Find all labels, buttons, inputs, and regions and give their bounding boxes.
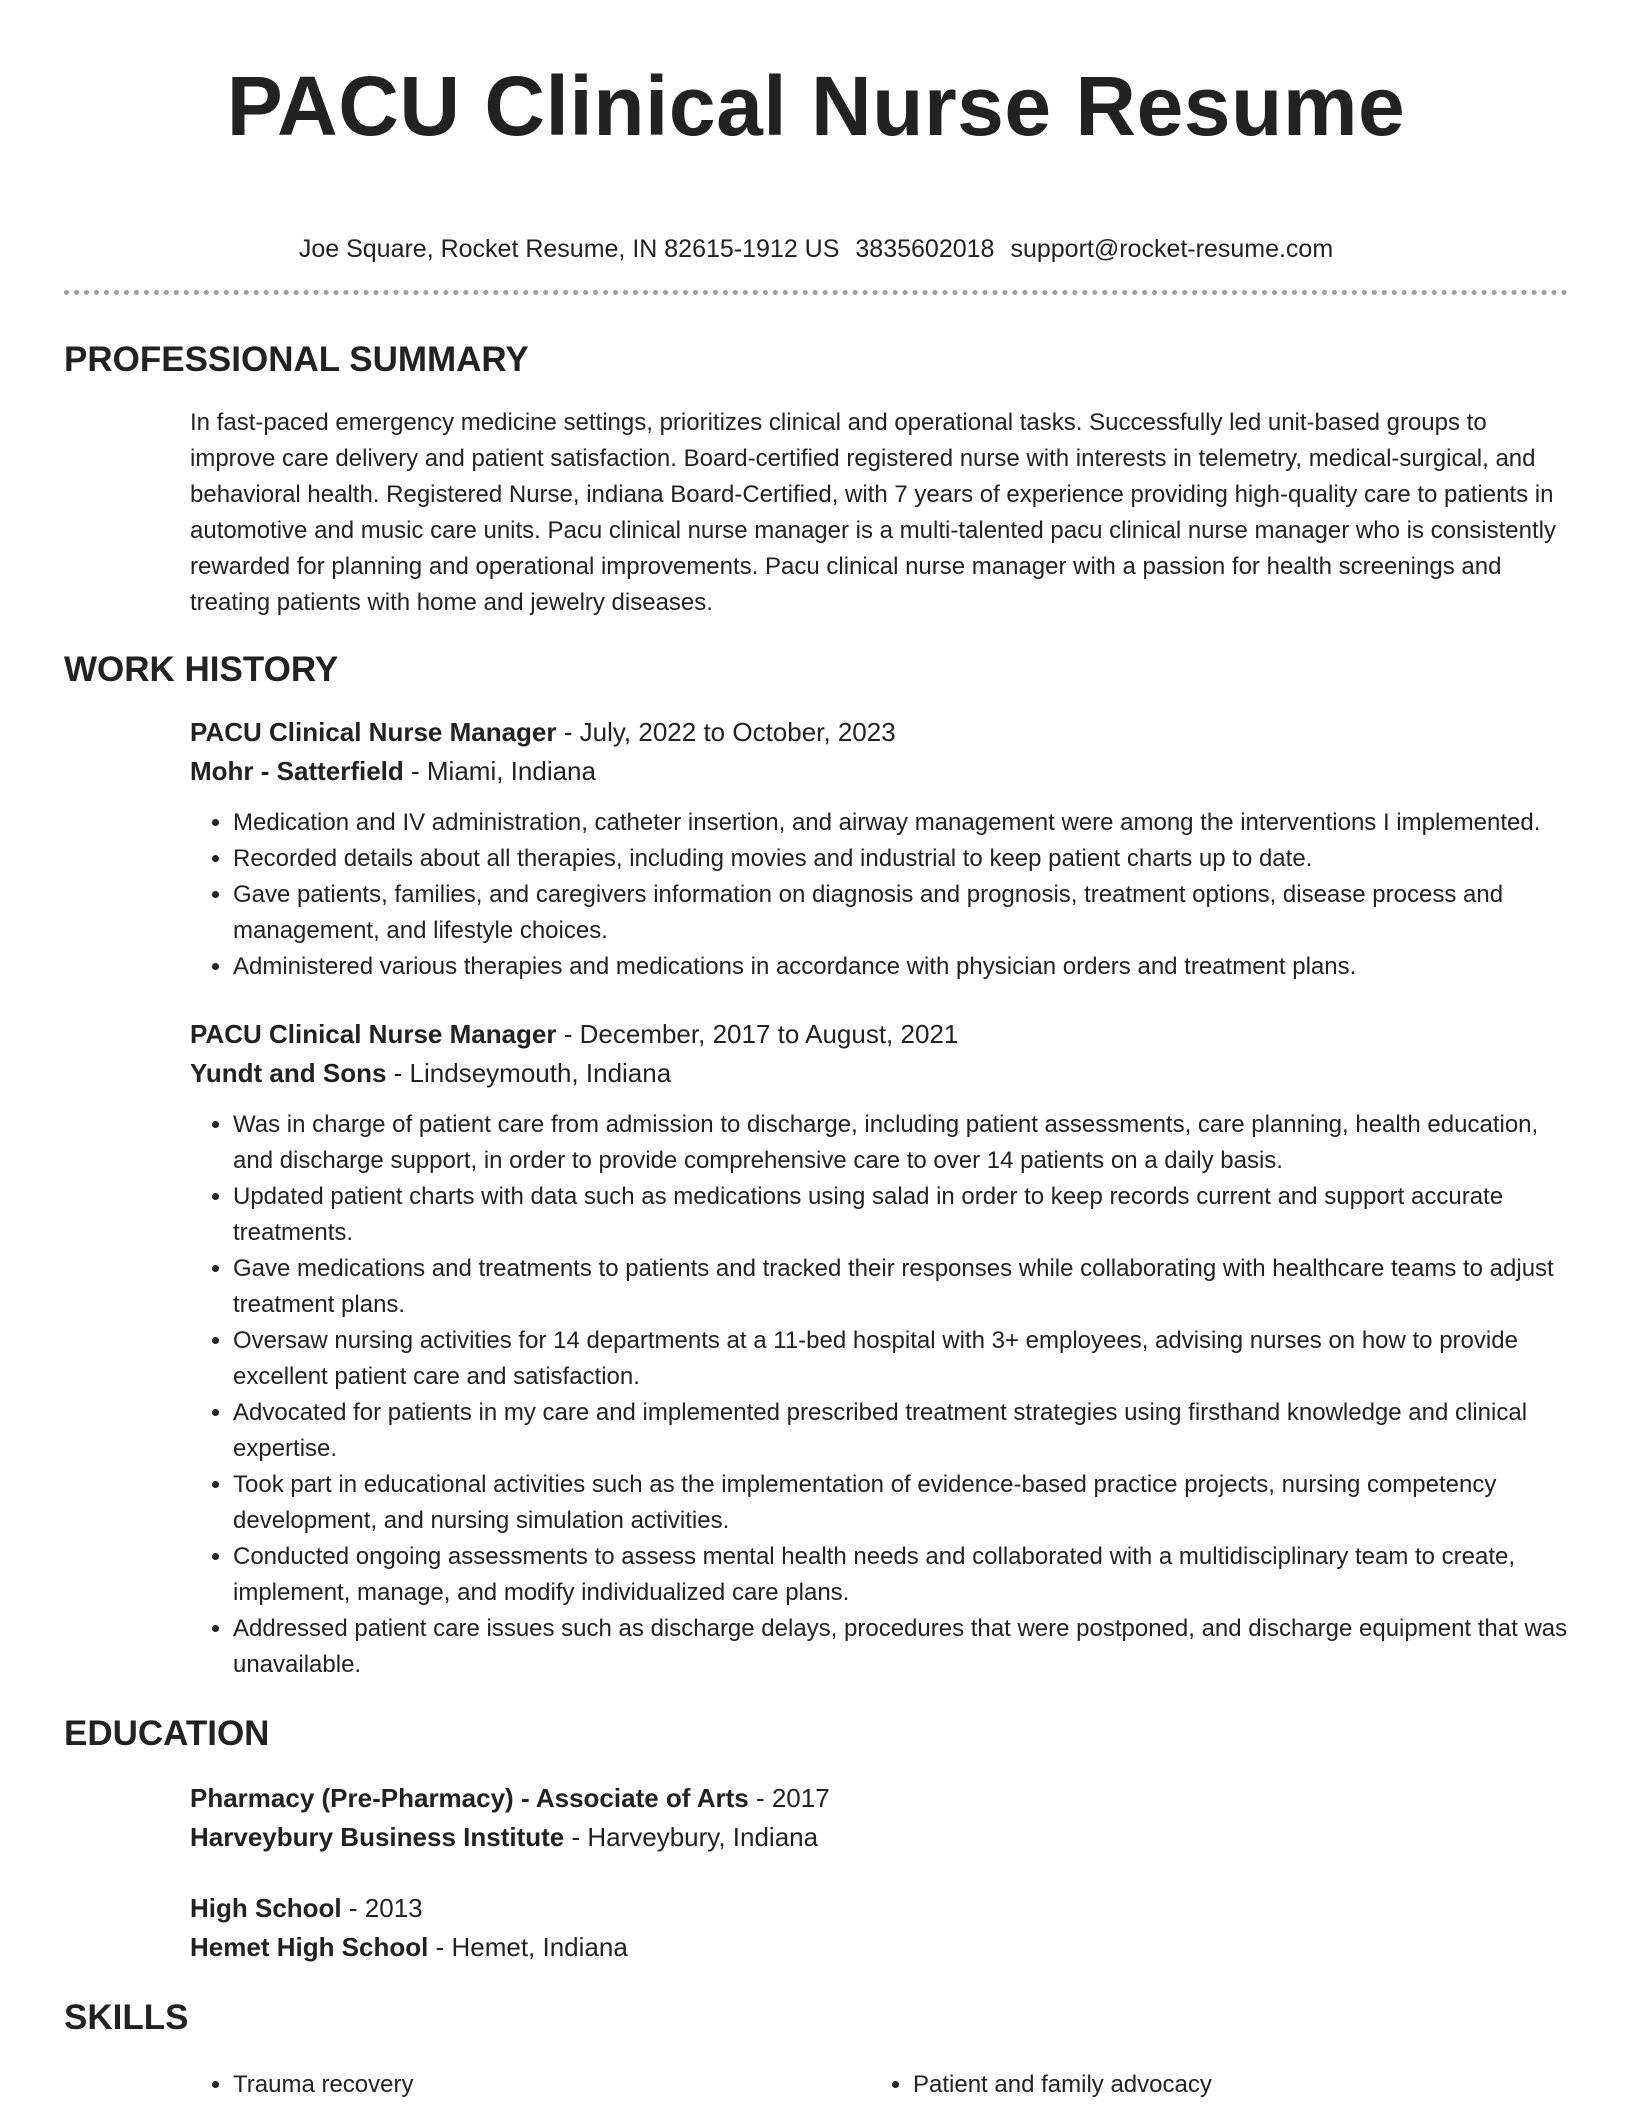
job-bullet: • Advocated for patients in my care and implemented prescribed treatment strategies using firsthand knowledge and clinical expertise. [233, 1395, 1568, 1467]
job-title-line [190, 713, 1568, 752]
education-heading: EDUCATION [64, 1714, 270, 1753]
job-company-line [190, 1054, 1568, 1093]
skills-heading: SKILLS [64, 1998, 189, 2037]
work-history-heading: WORK HISTORY [64, 650, 339, 689]
job-bullet: • Took part in educational activities such as the implementation of evidence-based practice projects, nursing competency development, and nursing simulation activities. [233, 1467, 1568, 1539]
job-dates: - July, 2022 to October, 2023 [556, 717, 896, 747]
education-degree: High School [190, 1893, 342, 1923]
job-company: Yundt and Sons [190, 1058, 387, 1088]
job-dates: - December, 2017 to August, 2021 [556, 1019, 959, 1049]
skills-column-right [870, 2067, 1568, 2103]
job-bullet: • Updated patient charts with data such as medications using salad in order to keep records current and support accurate treatments. [233, 1179, 1568, 1251]
job-bullet: • Oversaw nursing activities for 14 departments at a 11-bed hospital with 3+ employees, advising nurses on how to provide excellent patient care and satisfaction. [233, 1323, 1568, 1395]
contact-address: Joe Square, Rocket Resume, IN 82615-1912 US [298, 235, 840, 263]
contact-phone: 3835602018 [855, 235, 995, 263]
skills-list [190, 2067, 1568, 2103]
job-bullets [190, 1107, 1568, 1683]
skill-item: • Trauma recovery [233, 2067, 870, 2103]
education-school: Harveybury Business Institute [190, 1822, 565, 1852]
job-company: Mohr - Satterfield [190, 756, 404, 786]
education-location: - Harveybury, Indiana [564, 1822, 819, 1852]
skill-item: • Patient and family advocacy [913, 2067, 1568, 2103]
job-entry [190, 713, 1568, 985]
job-bullet: • Recorded details about all therapies, including movies and industrial to keep patient charts up to date. [233, 841, 1568, 877]
job-bullet: • Addressed patient care issues such as discharge delays, procedures that were postponed, and discharge equipment that was unavailable. [233, 1611, 1568, 1683]
job-bullet: • Gave patients, families, and caregivers information on diagnosis and prognosis, treatment options, disease process and management, and lifestyle choices. [233, 877, 1568, 949]
job-bullet: • Was in charge of patient care from admission to discharge, including patient assessments, care planning, health education, and discharge support, in order to provide comprehensive care to over 14 patients on a daily basis. [233, 1107, 1568, 1179]
contact-line [64, 234, 1568, 264]
job-bullet: • Medication and IV administration, catheter insertion, and airway management were among the interventions I implemented. [233, 805, 1568, 841]
job-bullet: • Gave medications and treatments to patients and tracked their responses while collaborating with healthcare teams to adjust treatment plans. [233, 1251, 1568, 1323]
job-role: PACU Clinical Nurse Manager [190, 1019, 557, 1049]
job-entry [190, 1015, 1568, 1683]
job-title-line [190, 1015, 1568, 1054]
job-role: PACU Clinical Nurse Manager [190, 717, 557, 747]
education-location: - Hemet, Indiana [428, 1932, 628, 1962]
job-location: - Miami, Indiana [403, 756, 596, 786]
resume-title: PACU Clinical Nurse Resume [226, 59, 1406, 153]
education-school-line [190, 1818, 1568, 1857]
education-entry [190, 1889, 1568, 1967]
job-bullet: • Conducted ongoing assessments to assess mental health needs and collaborated with a multidisciplinary team to create, implement, manage, and modify individualized care plans. [233, 1539, 1568, 1611]
job-bullet: • Administered various therapies and medications in accordance with physician orders and treatment plans. [233, 949, 1568, 985]
resume-header [64, 0, 1568, 264]
education-school-line [190, 1928, 1568, 1967]
education-year: - 2017 [748, 1783, 830, 1813]
education-school: Hemet High School [190, 1932, 429, 1962]
header-divider [64, 290, 1568, 295]
summary-text: In fast-paced emergency medicine settings, prioritizes clinical and operational tasks. Successfully led unit-based groups to improve care delivery and patient satisfaction. Board-certified registered nurse with interests in telemetry, medical-surgical, and behavioral health. Registered Nurse, indiana Board-Certified, with 7 years of experience providing high-quality care to patients in automotive and music care units. Pacu clinical nurse manager is a multi-talented pacu clinical nurse manager who is consistently rewarded for planning and operational improvements. Pacu clinical nurse manager with a passion for health screenings and treating patients with home and jewelry diseases. [190, 409, 1556, 616]
skills-column-left [190, 2067, 870, 2103]
job-bullets [190, 805, 1568, 985]
summary-heading: PROFESSIONAL SUMMARY [64, 340, 529, 379]
education-degree-line [190, 1889, 1568, 1928]
job-location: - Lindseymouth, Indiana [386, 1058, 672, 1088]
education-entry [190, 1779, 1568, 1857]
education-year: - 2013 [341, 1893, 423, 1923]
education-degree-line [190, 1779, 1568, 1818]
education-degree: Pharmacy (Pre-Pharmacy) - Associate of Arts [190, 1783, 749, 1813]
contact-email: support@rocket-resume.com [1010, 235, 1334, 263]
job-company-line [190, 752, 1568, 791]
